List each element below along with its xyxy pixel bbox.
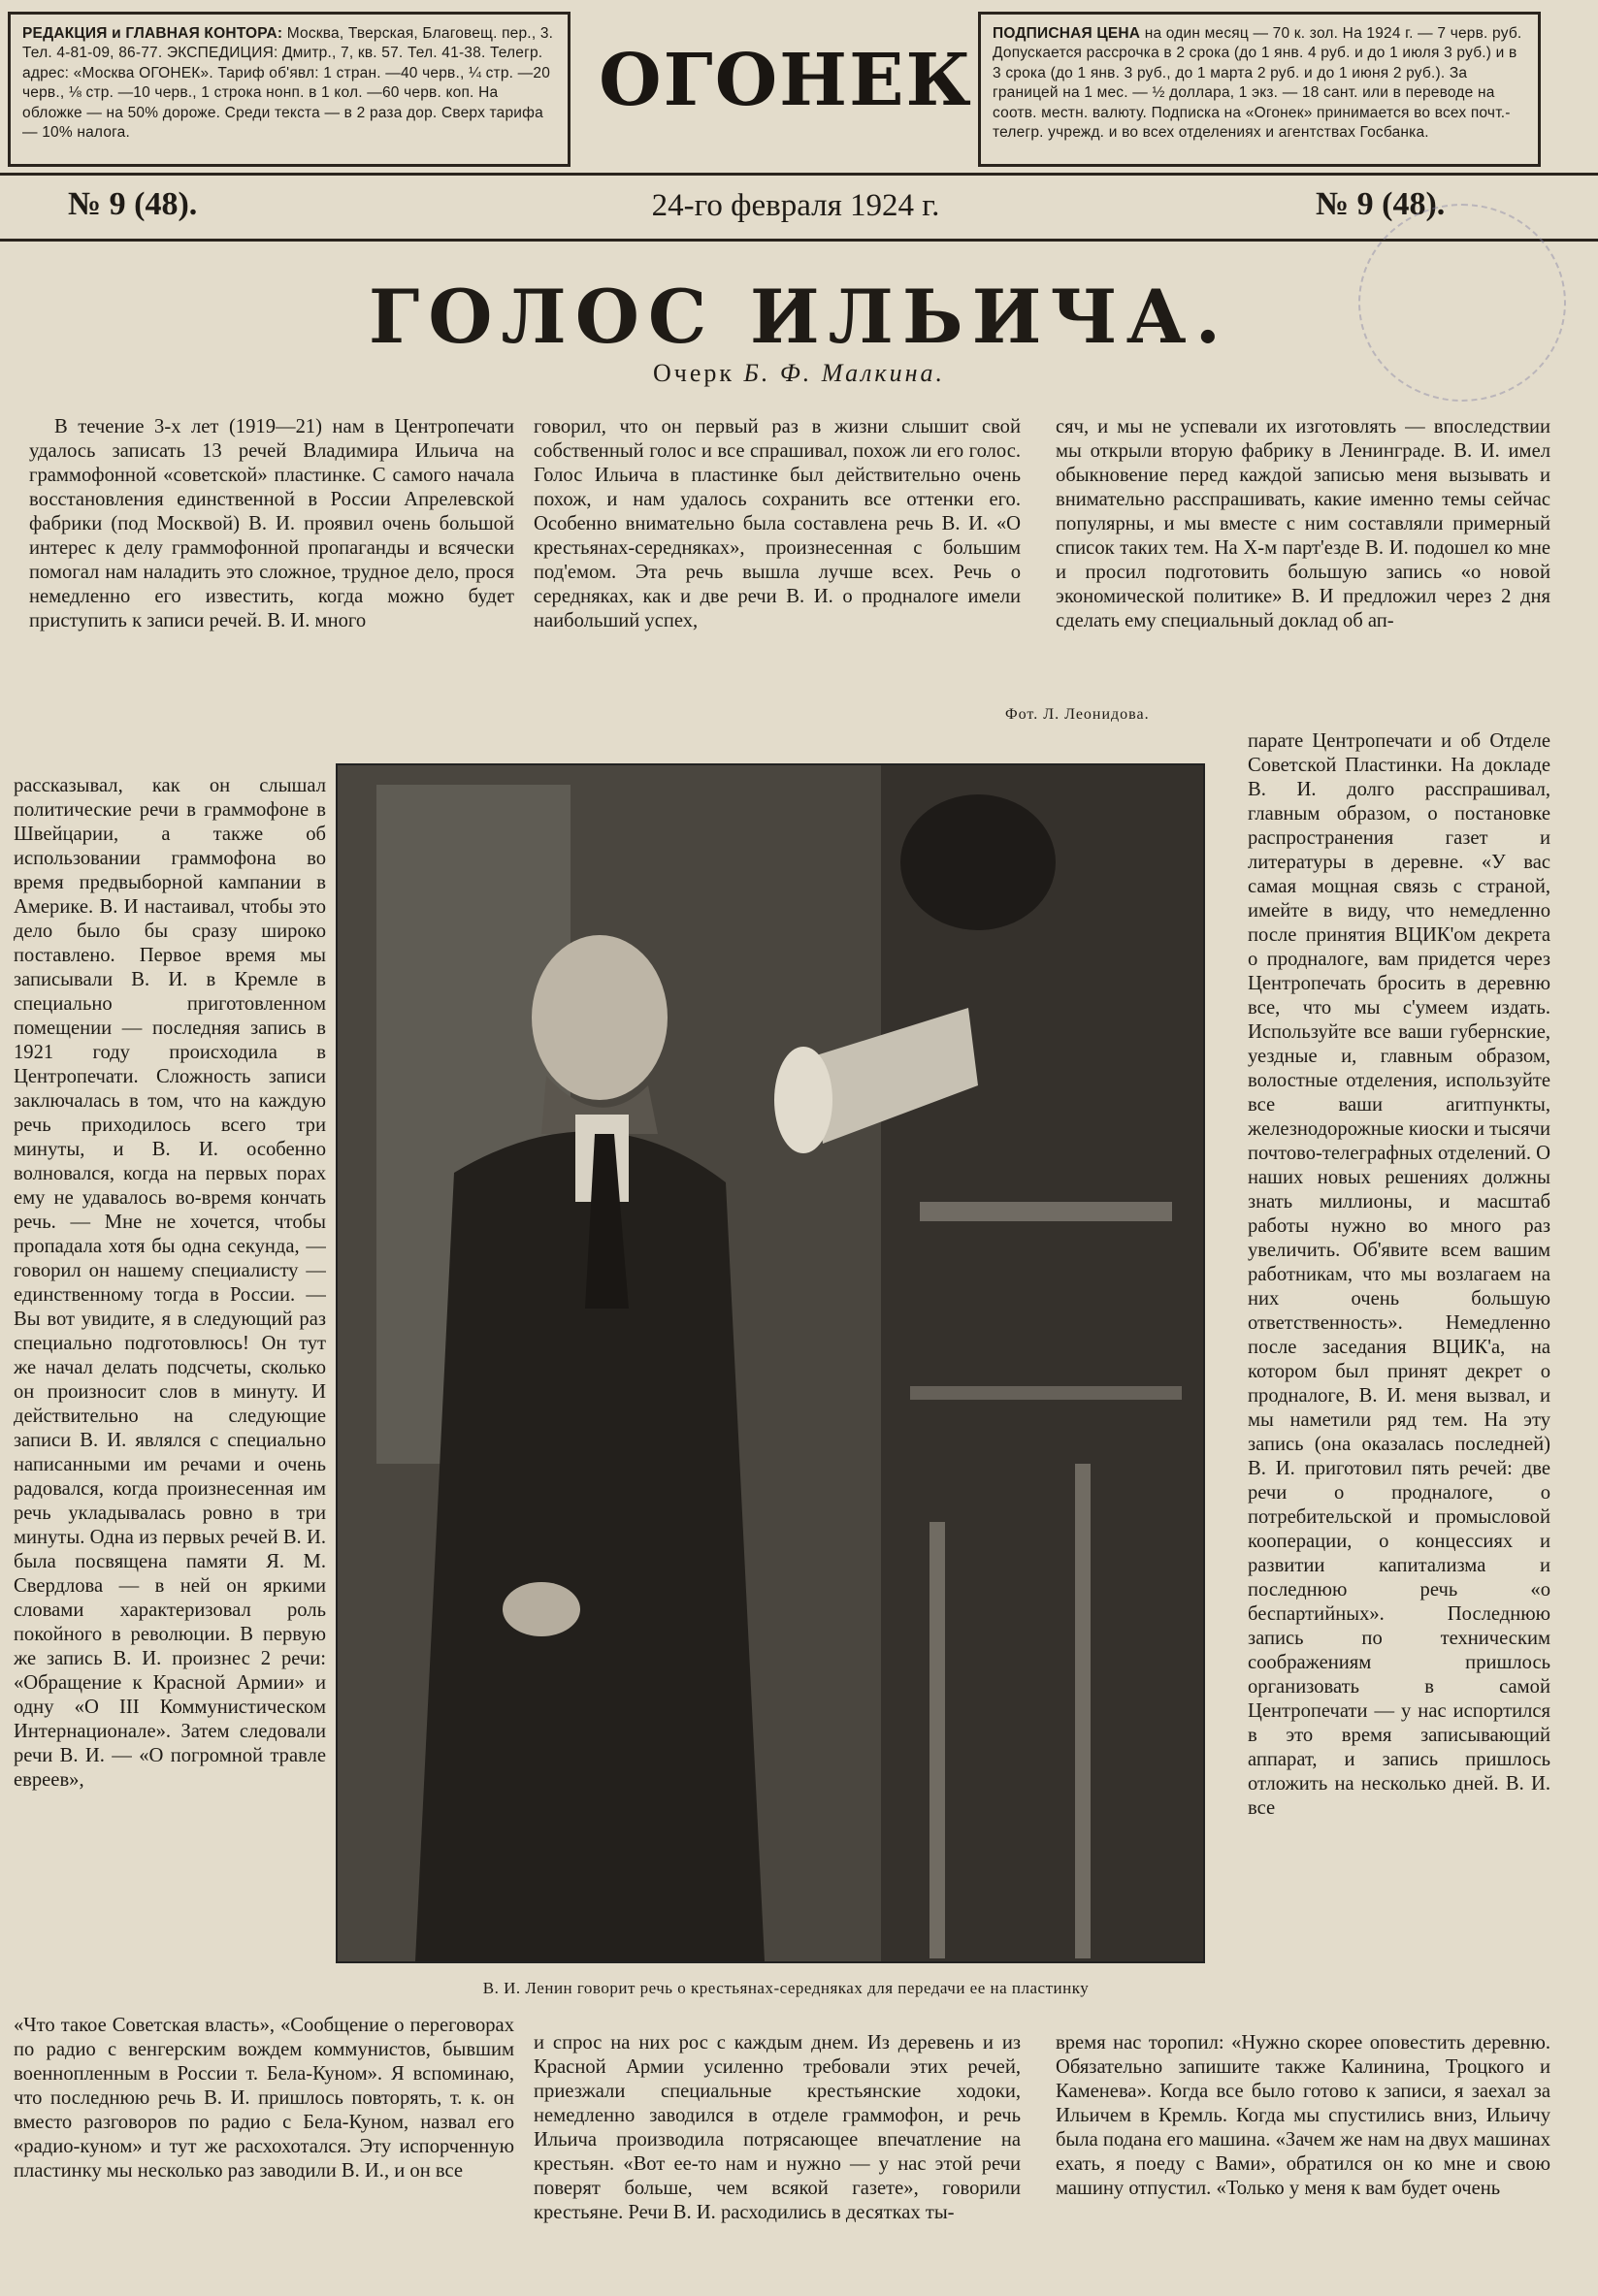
column-1-bottom (14, 2014, 514, 2280)
magazine-logo: ОГОНЕК (599, 39, 973, 122)
article-title: ГОЛОС ИЛЬИЧА. (368, 274, 1230, 360)
column-1-side (14, 774, 326, 2016)
lenin-recording-photo (336, 763, 1205, 1963)
column-3-side-text: парате Центропечати и об Отделе Советской Пластинки. На докладе В. И. долго расспрашивал, главным образом, о постановке распространения газет и литературы в деревне. «У вас самая мощная связь с страной, имейте в виду, что немедленно после принятия ВЦИК'ом декрета о продналоге, вам придется через Центропечать бросить в деревню все, что мы с'умеем издать. Используйте все ваши губернские, уездные и, главным образом, волостные отделения, используйте все ваши агитпункты, железнодорожные киоски и тысячи почтово-телеграфных отделений. О наших новых решениях должны знать миллионы, и масштаб работы нужно во много раз увеличить. Об'явите всем вашим работникам, что мы возлагаем на них очень большую ответственность». Немедленно после заседания ВЦИК'а, на котором был принят декрет о продналоге, В. И. меня вызвал, и мы наметили ряд тем. На эту запись (она оказалась последней) В. И. приготовил пять речей: две речи о продналоге, о потребительской и промысловой кооперации, о концессиях и развитии капитализма и последнюю речь «о беспартийных». Последнюю запись по техническим соображениям пришлось организовать в самой Центропечати — у нас испортился в это время записывающий аппарат, и запись пришлось отложить на несколько дней. В. И. все (1248, 730, 1550, 1819)
issue-number-right: № 9 (48). (1316, 186, 1446, 222)
photo-illustration (338, 765, 1203, 1961)
column-3-bottom-text: время нас торопил: «Нужно скорее оповестить деревню. Обязательно запишите также Калинина, Троцкого и Каменева». Когда все было готово к записи, я заехал за Ильичем в Кремль. Когда мы спустились вниз, Ильичу была подана его машина. «Зачем же нам на двух машинах ехать, я поеду с Вами», обратился он ко мне и свою машину отпустил. «Только у меня к вам будет очень (1056, 2032, 1550, 2199)
column-2-top-text: говорил, что он первый раз в жизни слышит свой собственный голос и все спрашивал, похож ли его голос. Голос Ильича в пластинке был действительно очень похож, и нам удалось сохранить все оттенки его. Особенно внимательно была составлена речь В. И. «О крестьянах-середняках», произнесенная с большим под'емом. Эта речь вышла лучше всех. Речь о середняках, как и две речи В. И. о продналоге имели наибольший успех, (534, 416, 1021, 631)
column-3-side (1248, 729, 1550, 1974)
photo-credit: Фот. Л. Леонидова. (1005, 706, 1150, 723)
top-rule (0, 173, 1598, 176)
column-3-top-text: сяч, и мы не успевали их изготовлять — впоследствии мы открыли вторую фабрику в Ленинграде. В. И. имел обыкновение перед каждой записью меня вызывать и внимательно расспрашивать, какие именно темы сейчас популярны, и мы вместе с ним составляли примерный список таких тем. На X-м парт'езде В. И. подошел ко мне и просил подготовить большую запись «о новой экономической политике» В. И предложил через 2 дня сделать ему специальный доклад об ап- (1056, 416, 1550, 631)
article-subtitle (0, 359, 1598, 388)
column-3-bottom (1056, 2031, 1550, 2280)
issue-date: 24-го февраля 1924 г. (651, 188, 940, 223)
column-1-side-text: рассказывал, как он слышал политические речи в граммофоне в Швейцарии, а также об использовании граммофона во время предвыборной кампании в Америке. В. И настаивал, чтобы это дело было бы сразу широко поставлено. Первое время мы записывали В. И. в Кремле в специально приготовленном помещении — последняя запись в 1921 году происходила в Центропечати. Сложность записи заключалась в том, что на каждую речь приходилось всего три минуты, и В. И. особенно волновался, когда на первых порах ему не удавалось во-время кончать речь. — Мне не хочется, чтобы пропадала хотя бы одна секунда, — говорил он нашему специалисту — единственному тогда в России. — Вы вот увидите, я в следующий раз специально подготовлюсь! Он тут же начал делать подсчеты, сколько он произносит слов в минуту. И действительно на следующие записи В. И. являлся с специально написанными им речами и очень радовался, когда произнесенная им речь укладывалась ровно в три минуты. Одна из первых речей В. И. была посвящена памяти Я. М. Свердлова — в ней он яркими словами характеризовал роль покойного в революции. В первую же запись В. И. произнес 2 речи: «Обращение к Красной Армии» и одну «О III Коммунистическом Интернационале». Затем следовали речи В. И. — «О погромной травле евреев», (14, 775, 326, 1791)
photo-caption: В. И. Ленин говорит речь о крестьянах-середняках для передачи ее на пластинку (482, 1979, 1090, 1997)
subtitle-author: Б. Ф. Малкина. (743, 359, 945, 387)
column-2-bottom (534, 2031, 1021, 2280)
editorial-info-box (8, 12, 571, 167)
column-2-top (534, 415, 1021, 706)
subscription-text: на один месяц — 70 к. зол. На 1924 г. — 7 черв. руб. Допускается рассрочка в 2 срока (до 1 янв. 4 руб. и до 1 июля 3 руб.) и в 3 срока (до 1 янв. 3 руб., до 1 марта 2 руб. и до 1 июня 2 руб.). За границей на 1 мес. — ½ доллара, 1 экз. — 18 сант. или в переводе на соотв. местн. валюту. Подписка на «Огонек» принимается во всех почт.-телегр. учрежд. и во всех отделениях и агентствах Госбанка. (993, 25, 1522, 142)
column-3-top (1056, 415, 1550, 718)
column-1-top (29, 415, 514, 774)
subtitle-prefix: Очерк (653, 359, 735, 387)
column-1-bottom-text: «Что такое Советская власть», «Сообщение о переговорах по радио с венгерским вождем коммунистов, бывшим военнопленным в России т. Бела-Куном». Я вспоминаю, что последнюю речь В. И. пришлось повторять, т. к. он вместо разговоров по радио с Бела-Куном, назвал его «радио-куном» и тут же расхохотался. Эту испорченную пластинку мы несколько раз заводили В. И., и он все (14, 2015, 514, 2182)
column-1-top-text: В течение 3-х лет (1919—21) нам в Центропечати удалось записать 13 речей Владимира Ильича на граммофонной «советской» пластинке. С самого начала восстановления единственной в России Апрелевской фабрики (под Москвой) В. И. проявил очень большой интерес к делу граммофонной пропаганды и всячески помогал нам наладить это сложное, трудное дело, прося немедленно его известить, когда можно будет приступить к записи речей. В. И. много (29, 416, 514, 631)
subscription-label: ПОДПИСНАЯ ЦЕНА (993, 25, 1141, 42)
issue-bar-rule (0, 239, 1598, 242)
issue-number-left: № 9 (48). (68, 186, 198, 222)
column-2-bottom-text: и спрос на них рос с каждым днем. Из деревень и из Красной Армии усиленно требовали этих речей, приезжали специальные крестьянские ходоки, немедленно заводился в отделе граммофон, и речь Ильича производила потрясающее впечатление на крестьян. «Вот ее-то нам и нужно — у нас этой речи поверят больше, чем всякой газете», говорили крестьяне. Речи В. И. расходились в десятках ты- (534, 2032, 1021, 2223)
editorial-text: Москва, Тверская, Благовещ. пер., 3. Тел. 4-81-09, 86-77. ЭКСПЕДИЦИЯ: Дмитр., 7, кв. 57. Тел. 41-38. Телегр. адрес: «Москва ОГОНЕК». Тариф об'явл: 1 стран. —40 черв., ¼ стр. —20 черв., ⅛ стр. —10 черв., 1 строка нонп. в 1 кол. —60 черв. коп. На обложке — на 50% дороже. Среди текста — в 2 раза дор. Сверх тарифа — 10% налога. (22, 25, 554, 142)
editorial-label: РЕДАКЦИЯ и ГЛАВНАЯ КОНТОРА: (22, 25, 283, 42)
subscription-info-box (978, 12, 1541, 167)
